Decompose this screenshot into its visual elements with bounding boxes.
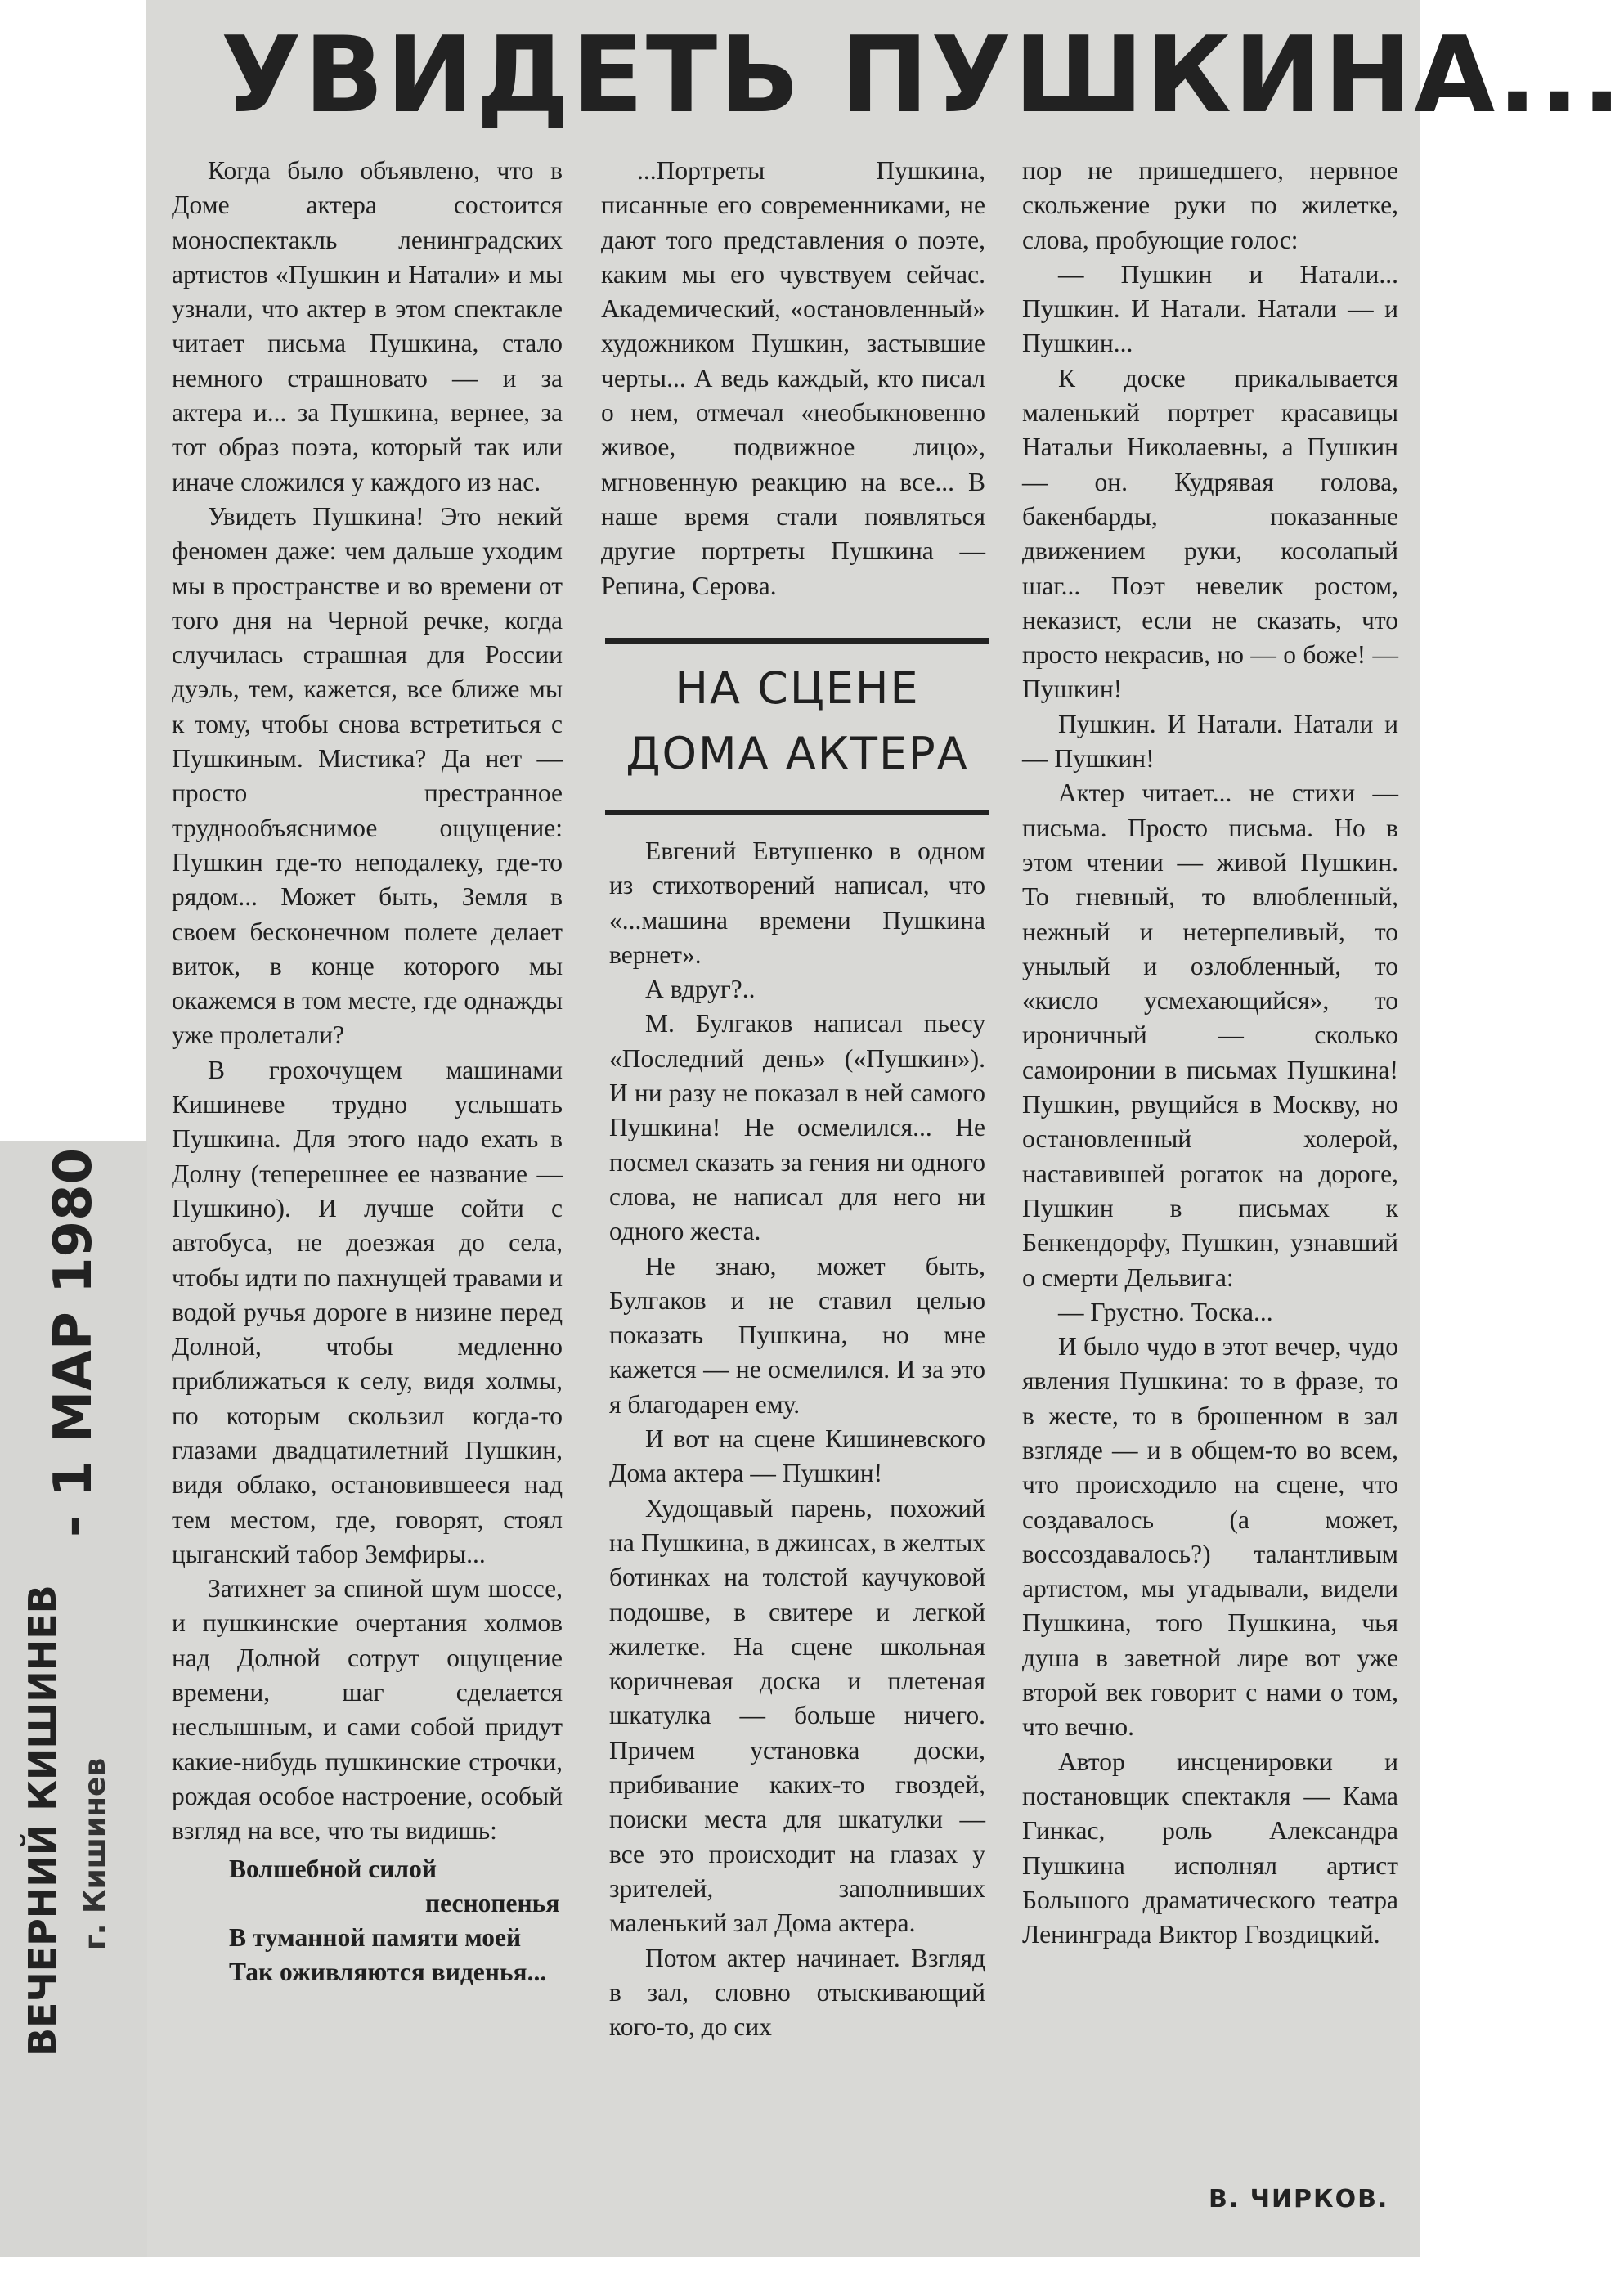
- newspaper-name: ВЕЧЕРНИЙ КИШИНЕВ: [20, 1585, 65, 2056]
- clipping-date-stamp: - 1 МАР 1980: [43, 1147, 104, 1537]
- col2-paragraph-1: ...Портреты Пушкина, писанные его современниками, не дают того представления о поэте, каким мы его чувствуем сейчас. Академический, «остановленный» художником Пушкин, застывшие черты... А ведь каждый, кто писал о нем, отмечал «необыкновенно живое, подвижное лицо», мгновенную реакцию на все... В наше время стали появляться другие портреты Пушкина — Репина, Серова.: [601, 156, 985, 600]
- col3-paragraph-5: Актер читает... не стихи — письма. Просто письма. Но в этом чтении — живой Пушкин. То гневный, то влюбленный, нежный и нетерпеливый, то унылый и озлобленный, то «кисло усмехающийся», то ироничный — сколько самоиронии в письмах Пушкина! Пушкин, рвущийся в Москву, но остановленный холерой, наставившей рогаток на дороге, Пушкин в письмах к Бенкендорфу, Пушкин, узнавший о смерти Дельвига:: [1022, 778, 1398, 1292]
- pushkin-verse-quote: [172, 1852, 563, 1990]
- column-2-top: [601, 154, 985, 603]
- verse-line-1: Волшебной силой: [229, 1854, 437, 1883]
- headline: УВИДЕТЬ ПУШКИНА...: [221, 15, 1624, 137]
- col2-paragraph-3: А вдруг?..: [645, 975, 756, 1004]
- col3-paragraph-2: — Пушкин и Натали... Пушкин. И Натали. Натали — и Пушкин...: [1022, 259, 1398, 358]
- col3-paragraph-3: К доске прикалывается маленький портрет красавицы Натальи Николаевны, а Пушкин — он. Кудрявая голова, бакенбарды, показанные движением руки, косолапый шаг... Поэт невелик ростом, неказист, если не сказать, что просто некрасив, но — о боже! — Пушкин!: [1022, 363, 1398, 704]
- column-3: [1022, 154, 1398, 1952]
- subheading-top-rule: [605, 638, 989, 644]
- column-1: [172, 154, 563, 1990]
- verse-line-3: В туманной памяти моей: [229, 1923, 522, 1953]
- col1-paragraph-4: Затихнет за спиной шум шоссе, и пушкинские очертания холмов над Долной сотрут ощущение времени, шаг сделается неслышным, и сами собой придут какие-нибудь пушкинские строчки, рождая особое настроение, особый взгляд на все, что ты видишь:: [172, 1574, 563, 1846]
- col3-paragraph-4: Пушкин. И Натали. Натали и — Пушкин!: [1022, 709, 1398, 774]
- col3-paragraph-6: — Грустно. Тоска...: [1058, 1297, 1273, 1326]
- col1-paragraph-1: Когда было объявлено, что в Доме актера состоится моноспектакль ленинградских артистов «Пушкин и Натали» и мы узнали, что актер в этом спектакле читает письма Пушкина, стало немного страшновато — и за актера и... за Пушкина, вернее, за тот образ поэта, который так или иначе сложился у каждого из нас.: [172, 156, 563, 496]
- col2-paragraph-6: И вот на сцене Кишиневского Дома актера — Пушкин!: [609, 1424, 985, 1488]
- col2-paragraph-8: Потом актер начинает. Взгляд в зал, словно отыскивающий кого-то, до сих: [609, 1943, 985, 2042]
- subheading-line-2: ДОМА АКТЕРА: [626, 728, 969, 779]
- col2-paragraph-5: Не знаю, может быть, Булгаков и не ставил целью показать Пушкина, но мне кажется — не осмелился. И за это я благодарен ему.: [609, 1251, 985, 1419]
- column-2-bottom: [609, 834, 985, 2044]
- col3-paragraph-8: Автор инсценировки и постановщик спектакля — Кама Гинкас, роль Александра Пушкина исполнял артист Большого драматического театра Ленинграда Виктор Гвоздицкий.: [1022, 1747, 1398, 1949]
- verse-line-2: песнопенья: [425, 1888, 560, 1917]
- newspaper-city: г. Кишинев: [79, 1757, 112, 1950]
- col2-paragraph-2: Евгений Евтушенко в одном из стихотворений написал, что «...машина времени Пушкина вернет».: [609, 836, 985, 969]
- subheading-box: [605, 638, 989, 822]
- col3-paragraph-1: пор не пришедшего, нервное скольжение руки по жилетке, слова, пробующие голос:: [1022, 156, 1398, 254]
- subheading-bottom-rule: [605, 810, 989, 815]
- col1-paragraph-2: Увидеть Пушкина! Это некий феномен даже: чем дальше уходим мы в пространстве и во времени от того дня на Черной речке, когда случилась страшная для России дуэль, тем, кажется, все ближе мы к тому, чтобы снова встретиться с Пушкиным. Мистика? Да нет — просто престранное труднообъяснимое ощущение: Пушкин где-то неподалеку, где-то рядом... Может быть, Земля в своем бесконечном полете делает виток, в конце которого мы окажемся в том месте, где однажды уже пролетали?: [172, 501, 563, 1050]
- subheading-line-1: НА СЦЕНЕ: [675, 662, 920, 714]
- col1-paragraph-3: В грохочущем машинами Кишиневе трудно услышать Пушкина. Для этого надо ехать в Долну (теперешнее ее название — Пушкино). И лучше сойти с автобуса, не доезжая до села, чтобы идти по пахнущей травами и водой ручья дороге в низине перед Долной, чтобы медленно приближаться к селу, видя холмы, по которым скользил когда-то глазами двадцатилетний Пушкин, видя облако, остановившееся над тем местом, где, говорят, стоял цыганский табор Земфиры...: [172, 1055, 563, 1568]
- col2-paragraph-4: М. Булгаков написал пьесу «Последний день» («Пушкин»). И ни разу не показал в ней самого Пушкина! Не осмелился... Не посмел сказать за гения ни одного слова, не написал для него ни одного жеста.: [609, 1009, 985, 1246]
- col2-paragraph-7: Худощавый парень, похожий на Пушкина, в джинсах, в желтых ботинках на толстой каучуковой подошве, в свитере и легкой жилетке. На сцене школьная коричневая доска и плетеная шкатулка — больше ничего. Причем установка доски, прибивание каких-то гвоздей, поиски места для шкатулки — все это происходит на глазах у зрителей, заполнивших маленький зал Дома актера.: [609, 1493, 985, 1938]
- subheading: [605, 656, 989, 787]
- verse-line-4: Так оживляются виденья...: [229, 1958, 547, 1987]
- col3-paragraph-7: И было чудо в этот вечер, чудо явления Пушкина: то в фразе, то в жесте, то в брошенном в зал взгляде — и в общем-то во всем, что происходило на сцене, что создавалось (а может, воссоздавалось?) талантливым артистом, мы угадывали, видели Пушкина, того Пушкина, чья душа в заветной лире вот уже второй век говорит с нами о том, что вечно.: [1022, 1332, 1398, 1742]
- author-signature: В. ЧИРКОВ.: [1209, 2185, 1389, 2213]
